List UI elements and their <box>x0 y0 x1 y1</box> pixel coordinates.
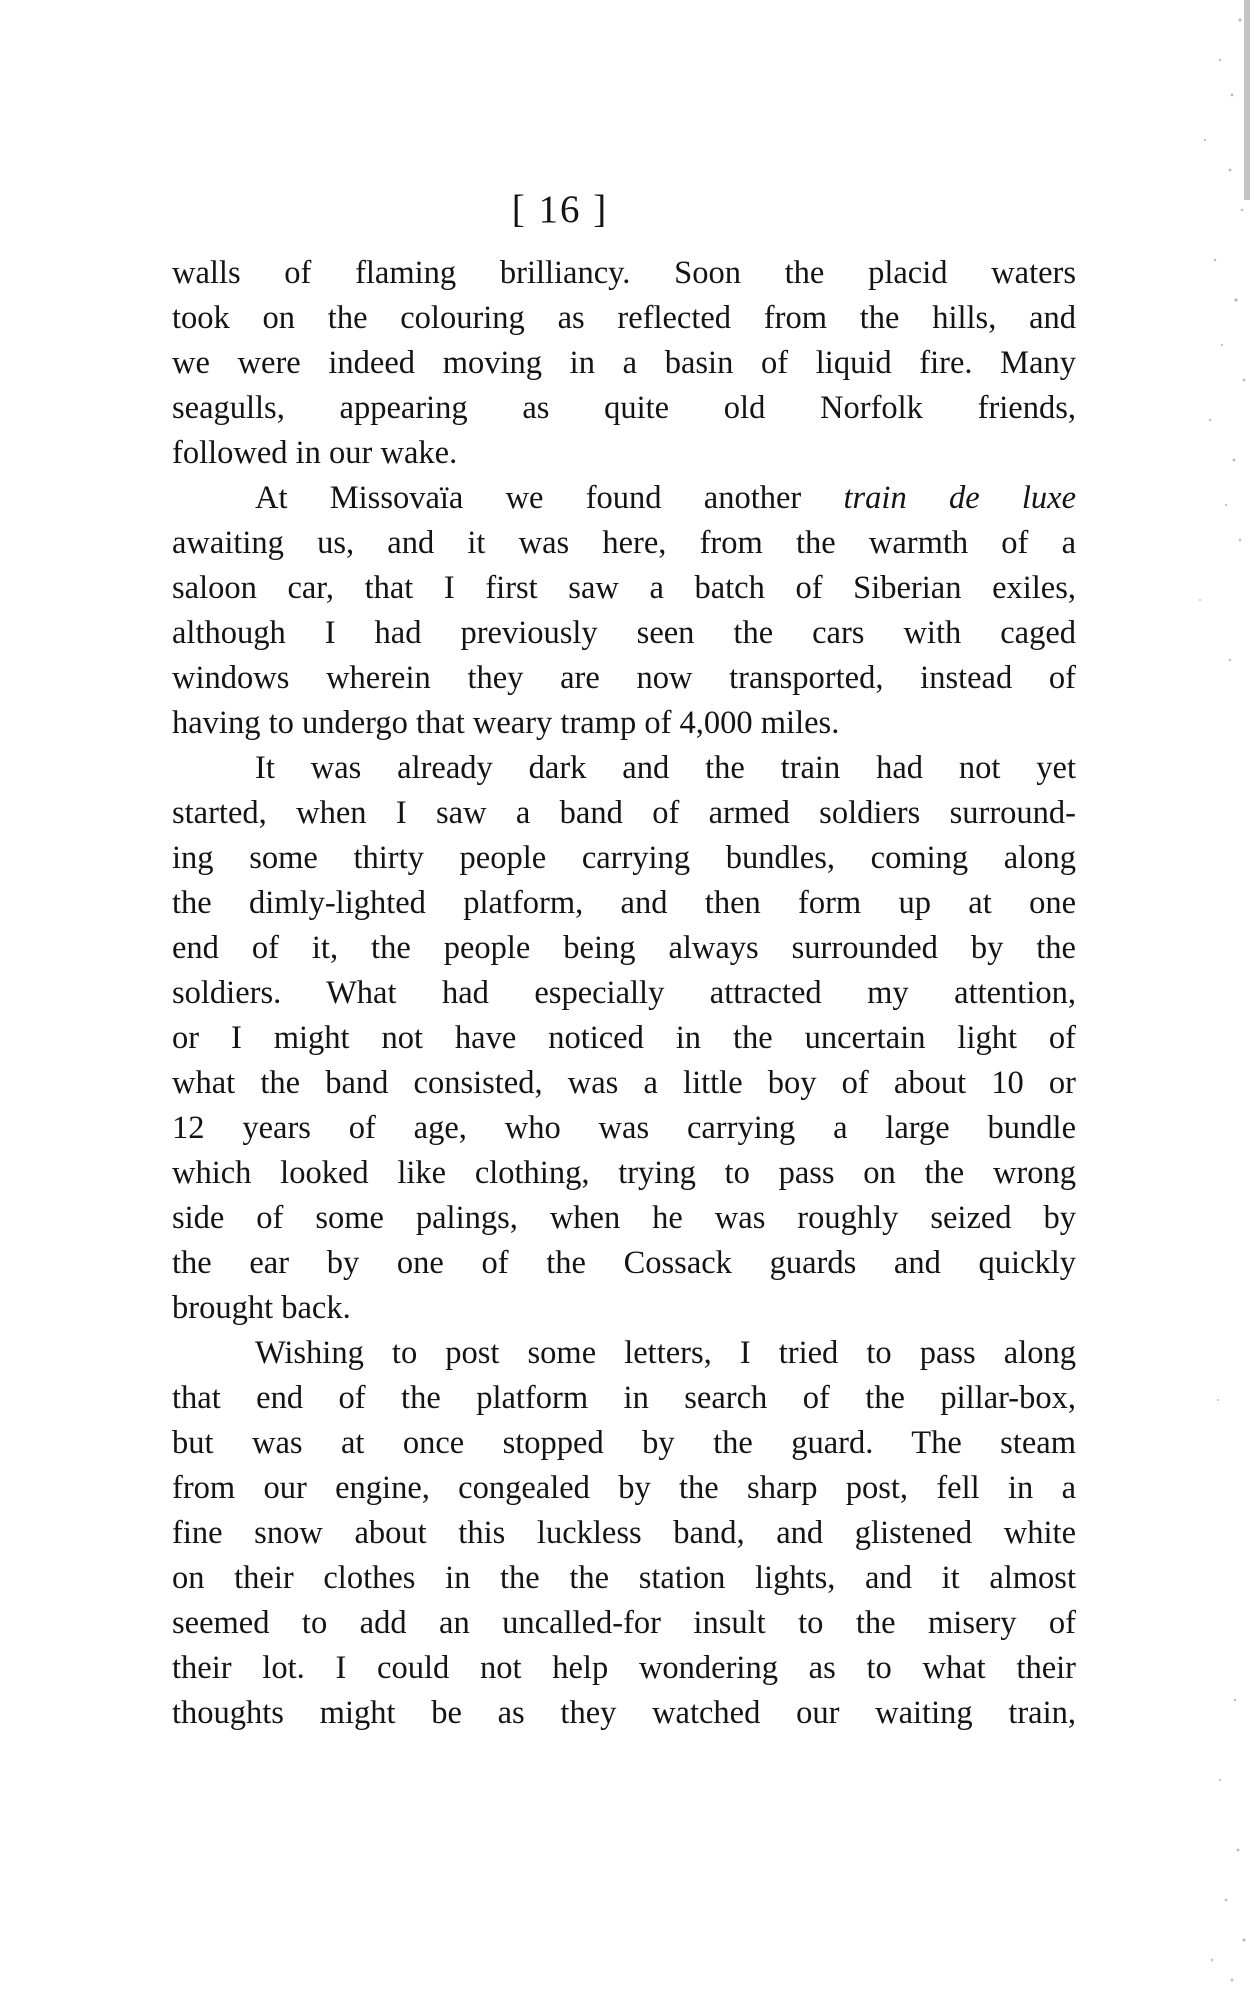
text-line: although I had previously seen the cars with caged <box>172 615 1076 651</box>
text-line: fine snow about this luckless band, and glistened white <box>172 1515 1076 1551</box>
text-line: It was already dark and the train had not yet <box>255 750 1076 786</box>
text-line: the ear by one of the Cossack guards and quickly <box>172 1245 1076 1281</box>
italic-phrase: train de luxe <box>843 480 1076 516</box>
text-line: saloon car, that I first saw a batch of Siberian exiles, <box>172 570 1076 606</box>
text-line: followed in our wake. <box>172 435 458 471</box>
text-line: we were indeed moving in a basin of liquid fire. Many <box>172 345 1076 381</box>
text-line: brought back. <box>172 1290 351 1326</box>
text-line-with-italic <box>255 475 1076 521</box>
text-line: 12 years of age, who was carrying a large bundle <box>172 1110 1076 1146</box>
text-line: what the band consisted, was a little boy of about 10 or <box>172 1065 1076 1101</box>
text-span: At Missovaïa we found another <box>255 480 802 516</box>
text-line: or I might not have noticed in the uncertain light of <box>172 1020 1076 1056</box>
text-line: on their clothes in the the station lights, and it almost <box>172 1560 1076 1596</box>
text-line: started, when I saw a band of armed soldiers surround- <box>172 795 1076 831</box>
text-line: that end of the platform in search of the pillar-box, <box>172 1380 1076 1416</box>
text-line: their lot. I could not help wondering as to what their <box>172 1650 1076 1686</box>
text-line: seagulls, appearing as quite old Norfolk friends, <box>172 390 1076 426</box>
text-line: walls of flaming brilliancy. Soon the placid waters <box>172 255 1076 291</box>
text-line: awaiting us, and it was here, from the warmth of a <box>172 525 1076 561</box>
text-line: windows wherein they are now transported, instead of <box>172 660 1076 696</box>
text-line: having to undergo that weary tramp of 4,000 miles. <box>172 705 840 741</box>
text-line: soldiers. What had especially attracted my attention, <box>172 975 1076 1011</box>
text-line: took on the colouring as reflected from the hills, and <box>172 300 1076 336</box>
text-line: ing some thirty people carrying bundles, coming along <box>172 840 1076 876</box>
scan-edge-noise <box>1160 0 1250 1993</box>
text-line: from our engine, congealed by the sharp post, fell in a <box>172 1470 1076 1506</box>
text-line: end of it, the people being always surrounded by the <box>172 930 1076 966</box>
page-number: [ 16 ] <box>511 188 609 231</box>
text-line: but was at once stopped by the guard. The steam <box>172 1425 1076 1461</box>
text-line: the dimly-lighted platform, and then form up at one <box>172 885 1076 921</box>
text-line: side of some palings, when he was roughly seized by <box>172 1200 1076 1236</box>
text-line: Wishing to post some letters, I tried to pass along <box>255 1335 1076 1371</box>
text-line: thoughts might be as they watched our waiting train, <box>172 1695 1076 1731</box>
text-line: which looked like clothing, trying to pass on the wrong <box>172 1155 1076 1191</box>
text-line: seemed to add an uncalled-for insult to the misery of <box>172 1605 1076 1641</box>
